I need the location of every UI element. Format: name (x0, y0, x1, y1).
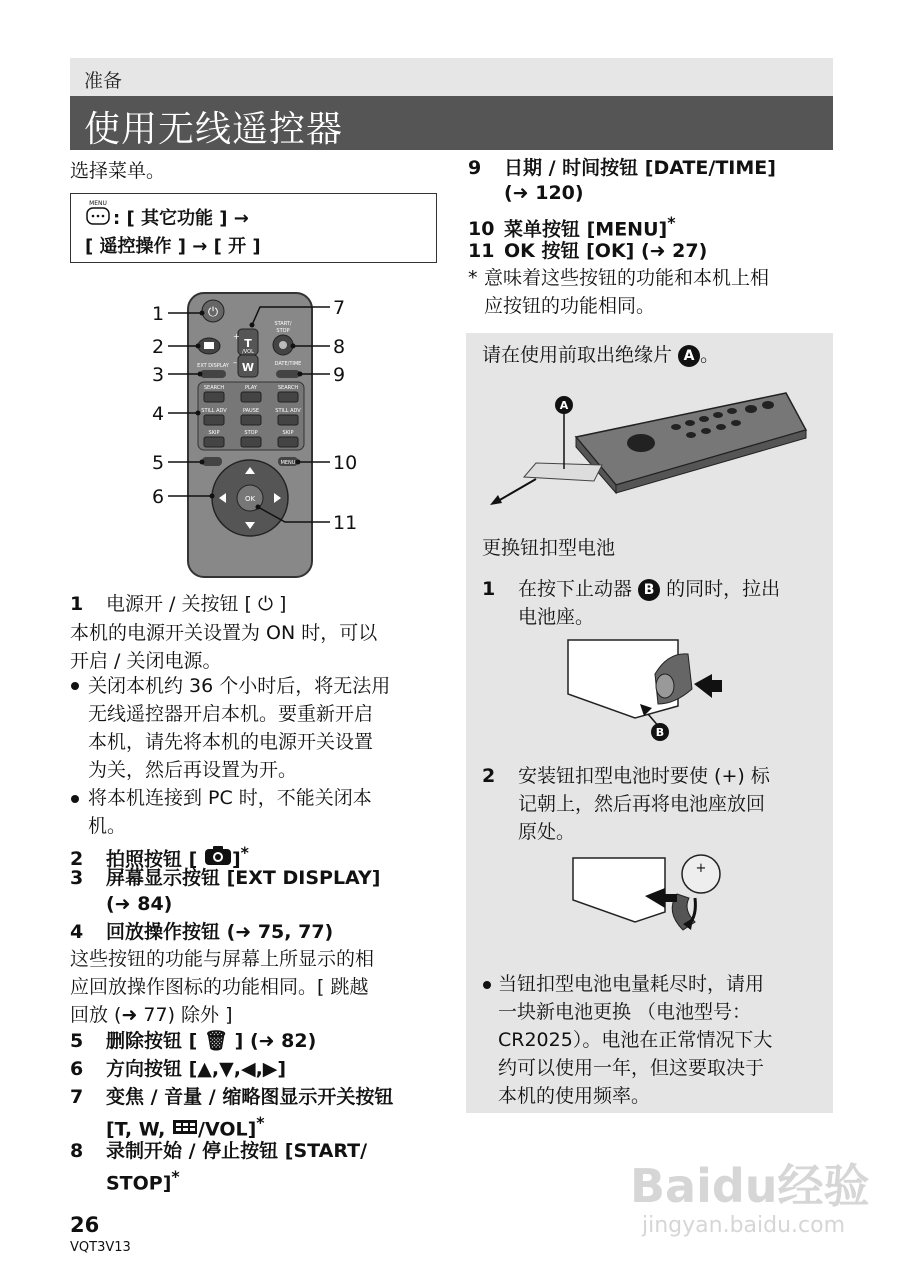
watermark-brand: Baidu经验 (630, 1159, 870, 1213)
remove-sheet-text: 请在使用前取出绝缘片 A 。 (482, 344, 720, 366)
bullet1-line2: 无线遥控器开启本机。要重新开启 (88, 703, 374, 725)
svg-text:PLAY: PLAY (244, 385, 258, 391)
callout-7: 7 (333, 297, 346, 319)
item-4-body-line1: 这些按钮的功能与屏幕上所显示的相 (70, 948, 375, 970)
step-2-line2: 记朝上，然后再将电池座放回 (518, 793, 766, 815)
remote-control-diagram (140, 285, 370, 580)
menu-icon-label: MENU (89, 200, 107, 207)
item-7: 7 变焦 / 音量 / 缩略图显示开关按钮 (70, 1086, 394, 1108)
item-8: 8 录制开始 / 停止按钮 [START/ (70, 1140, 368, 1162)
marker-a-label: A (559, 399, 569, 412)
panel-bullet-line3: CR2025）。电池在正常情况下大 (498, 1029, 773, 1051)
item-1-body-line2: 开启 / 关闭电源。 (70, 650, 222, 672)
step-2: 2 安装钮扣型电池时要使 (+) 标 (482, 765, 770, 787)
bullet1-line4: 为关，然后再设置为开。 (88, 759, 298, 781)
menu-path-line1: : [ 其它功能 ] → (113, 208, 249, 229)
bullet2-line1: 将本机连接到 PC 时，不能关闭本 (88, 787, 372, 809)
footnote-line2: 应按钮的功能相同。 (484, 295, 656, 317)
marker-a-icon: A (678, 345, 700, 367)
svg-text:+: + (233, 332, 240, 341)
marker-b-icon: B (638, 579, 660, 601)
section-label: 准备 (84, 70, 123, 92)
item-4: 4 回放操作按钮 (➜ 75, 77) (70, 921, 334, 943)
callout-6: 6 (152, 486, 165, 508)
battery-insert-illustration (565, 852, 735, 947)
battery-holder-pull-illustration (560, 634, 735, 744)
bullet-dot (71, 682, 79, 690)
svg-text:OK: OK (244, 495, 256, 503)
callout-4: 4 (152, 403, 165, 425)
item-4-body-line2: 应回放操作图标的功能相同。[ 跳越 (70, 976, 369, 998)
svg-text:SEARCH: SEARCH (203, 385, 225, 391)
remote-sheet-illustration (476, 385, 826, 515)
item-4-body-line3: 回放 (➜ 77) 除外 ] (70, 1004, 233, 1026)
callout-1: 1 (152, 303, 165, 325)
svg-text:SKIP: SKIP (282, 430, 294, 436)
page-number: 26 (70, 1213, 100, 1237)
svg-text:MENU: MENU (280, 460, 296, 466)
svg-text:EXT DISPLAY: EXT DISPLAY (197, 363, 229, 369)
svg-text:DATE/TIME: DATE/TIME (274, 361, 302, 367)
menu-path-line2: [ 遥控操作 ] → [ 开 ] (85, 236, 261, 257)
svg-text:STOP: STOP (244, 430, 258, 436)
menu-instruction-box (70, 193, 437, 263)
step-1: 1 在按下止动器 B 的同时，拉出 (482, 578, 781, 600)
item-3-ref: (➜ 84) (106, 893, 173, 915)
item-9-ref: (➜ 120) (504, 182, 584, 204)
intro-text: 选择菜单。 (70, 160, 166, 182)
panel-bullet-line5: 本机的使用频率。 (498, 1085, 651, 1107)
svg-text:–: – (233, 358, 237, 367)
bullet1-line3: 本机，请先将本机的电源开关设置 (88, 731, 374, 753)
item-9: 9 日期 / 时间按钮 [DATE/TIME] (468, 157, 776, 179)
bullet2-line2: 机。 (88, 815, 127, 837)
menu-button-icon (85, 198, 111, 228)
item-6: 6 方向按钮 [▲,▼,◀,▶] (70, 1058, 287, 1080)
callout-3: 3 (152, 364, 165, 386)
section-header-bar (70, 58, 833, 96)
footnote-star: * (468, 267, 478, 289)
svg-text:STILL ADV: STILL ADV (275, 408, 301, 414)
item-3: 3 屏幕显示按钮 [EXT DISPLAY] (70, 867, 381, 889)
callout-10: 10 (333, 452, 358, 474)
svg-text:W: W (241, 361, 255, 374)
panel-bullet-line1: 当钮扣型电池电量耗尽时，请用 (498, 973, 765, 995)
item-1-body-line1: 本机的电源开关设置为 ON 时，可以 (70, 622, 378, 644)
bullet-dot (71, 795, 79, 803)
svg-text:SKIP: SKIP (208, 430, 220, 436)
document-code: VQT3V13 (70, 1240, 131, 1255)
svg-text:SEARCH: SEARCH (277, 385, 299, 391)
bullet1-line1: 关闭本机约 36 个小时后，将无法用 (88, 675, 391, 697)
panel-bullet-line4: 约可以使用一年，但这要取决于 (498, 1057, 765, 1079)
svg-text:START/: START/ (274, 321, 292, 327)
item-8-line2: STOP]* (106, 1167, 180, 1195)
step-1-line2: 电池座。 (518, 606, 595, 628)
watermark-url: jingyan.baidu.com (642, 1213, 846, 1238)
item-5: 5 删除按钮 [ 🗑 ] (➜ 82) (70, 1030, 317, 1052)
item-1-heading: 1 电源开 / 关按钮 [ ⏻ ] (70, 593, 287, 615)
svg-text:⏻: ⏻ (207, 305, 219, 320)
svg-text:/VOL: /VOL (242, 349, 254, 355)
step-2-line3: 原处。 (518, 821, 576, 843)
battery-plus-label: + (695, 861, 707, 876)
footnote-line1: 意味着这些按钮的功能和本机上相 (484, 267, 770, 289)
svg-text:STILL ADV: STILL ADV (201, 408, 227, 414)
callout-5: 5 (152, 452, 165, 474)
svg-text:PAUSE: PAUSE (242, 408, 260, 414)
item-2: 2 拍照按钮 [ ]* (70, 838, 249, 875)
item-7-line2: [T, W, /VOL]* (106, 1108, 265, 1144)
panel-bullet-line2: 一块新电池更换 （电池型号： (498, 1001, 752, 1023)
replace-battery-title: 更换钮扣型电池 (482, 537, 616, 559)
marker-b-label: B (655, 726, 665, 739)
callout-8: 8 (333, 336, 346, 358)
callout-2: 2 (152, 336, 165, 358)
callout-9: 9 (333, 364, 346, 386)
svg-text:T: T (244, 337, 252, 350)
item-10: 10 菜单按钮 [MENU]* (468, 213, 676, 241)
callout-11: 11 (333, 512, 358, 534)
bullet-dot (483, 981, 491, 989)
svg-text:STOP: STOP (276, 328, 290, 334)
page-title: 使用无线遥控器 (84, 109, 344, 150)
item-11: 11 OK 按钮 [OK] (➜ 27) (468, 240, 708, 262)
